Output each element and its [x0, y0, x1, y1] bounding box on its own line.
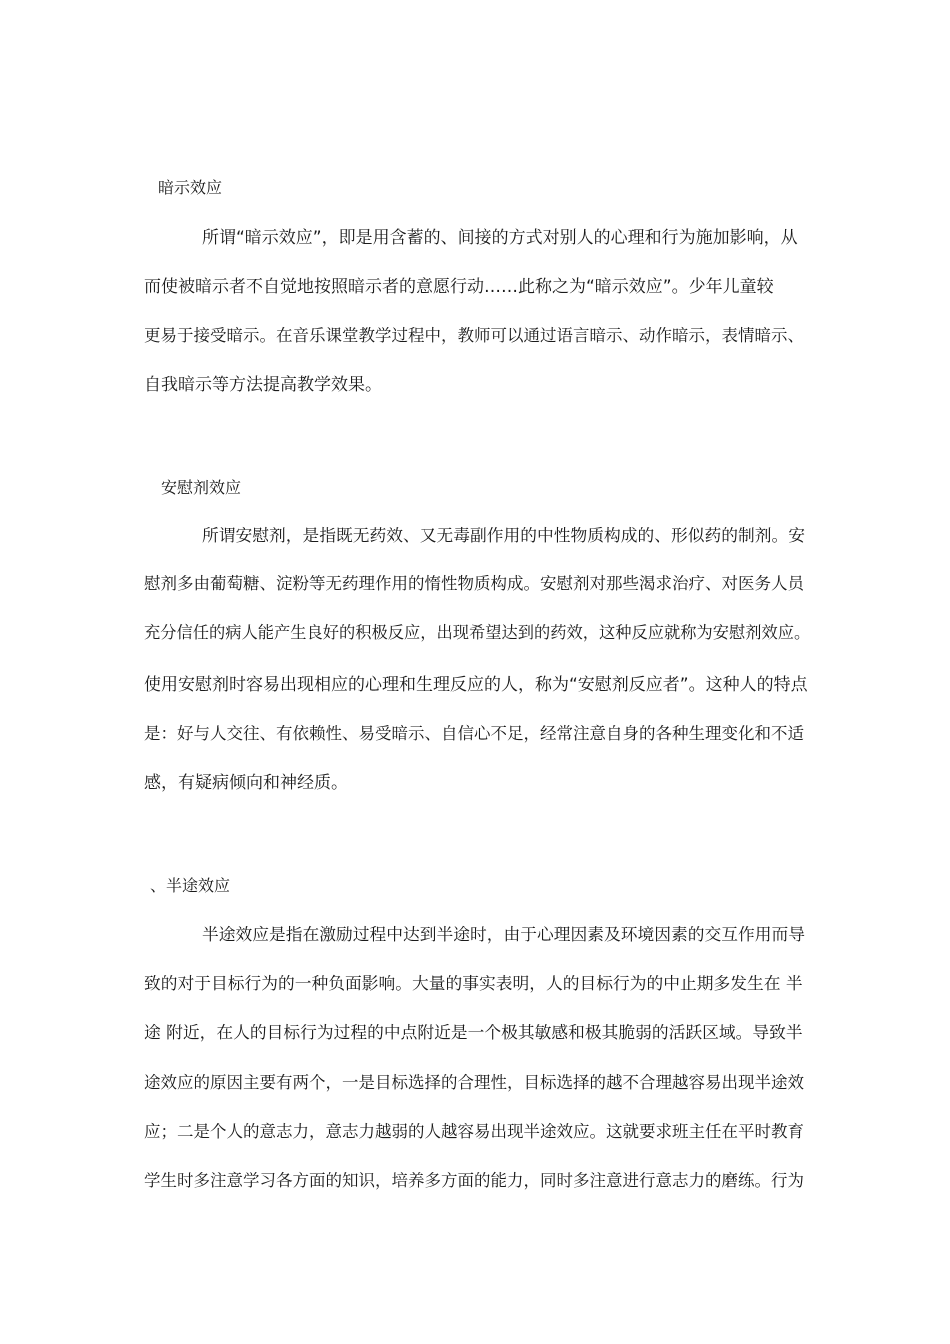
paragraph-line: 更易于接受暗示。在音乐课堂教学过程中，教师可以通过语言暗示、动作暗示，表情暗示、 [144, 326, 804, 345]
section-heading: 暗示效应 [158, 178, 223, 197]
paragraph-line: 而使被暗示者不自觉地按照暗示者的意愿行动……此称之为“暗示效应”。少年儿童较 [144, 277, 774, 297]
paragraph-line: 所谓“暗示效应”，即是用含蓄的、间接的方式对别人的心理和行为施加影响，从 [202, 228, 798, 248]
paragraph-line: 使用安慰剂时容易出现相应的心理和生理反应的人，称为“安慰剂反应者”。这种人的特点 [144, 675, 808, 695]
section-heading: 安慰剂效应 [161, 478, 242, 497]
paragraph-line: 致的对于目标行为的一种负面影响。大量的事实表明，人的目标行为的中止期多发生在 半 [144, 973, 803, 993]
section-heading: 、半途效应 [150, 876, 231, 895]
paragraph-line: 途 附近，在人的目标行为过程的中点附近是一个极其敏感和极其脆弱的活跃区域。导致半 [144, 1022, 803, 1042]
paragraph-line: 感，有疑病倾向和神经质。 [144, 773, 348, 793]
paragraph-line: 充分信任的病人能产生良好的积极反应，出现希望达到的药效，这种反应就称为安慰剂效应。 [144, 623, 810, 642]
paragraph-line: 途效应的原因主要有两个，一是目标选择的合理性，目标选择的越不合理越容易出现半途效 [144, 1073, 804, 1092]
paragraph-line: 慰剂多由葡萄糖、淀粉等无药理作用的惰性物质构成。安慰剂对那些渴求治疗、对医务人员 [144, 574, 804, 593]
paragraph-line: 应；二是个人的意志力，意志力越弱的人越容易出现半途效应。这就要求班主任在平时教育 [144, 1122, 804, 1141]
paragraph-line: 是：好与人交往、有依赖性、易受暗示、自信心不足，经常注意自身的各种生理变化和不适 [144, 724, 804, 743]
paragraph-line: 半途效应是指在激励过程中达到半途时，由于心理因素及环境因素的交互作用而导 [202, 924, 806, 944]
paragraph-line: 学生时多注意学习各方面的知识，培养多方面的能力，同时多注意进行意志力的磨练。行为 [144, 1171, 804, 1190]
paragraph-line: 所谓安慰剂，是指既无药效、又无毒副作用的中性物质构成的、形似药的制剂。安 [202, 525, 806, 545]
paragraph-line: 自我暗示等方法提高教学效果。 [144, 375, 382, 395]
